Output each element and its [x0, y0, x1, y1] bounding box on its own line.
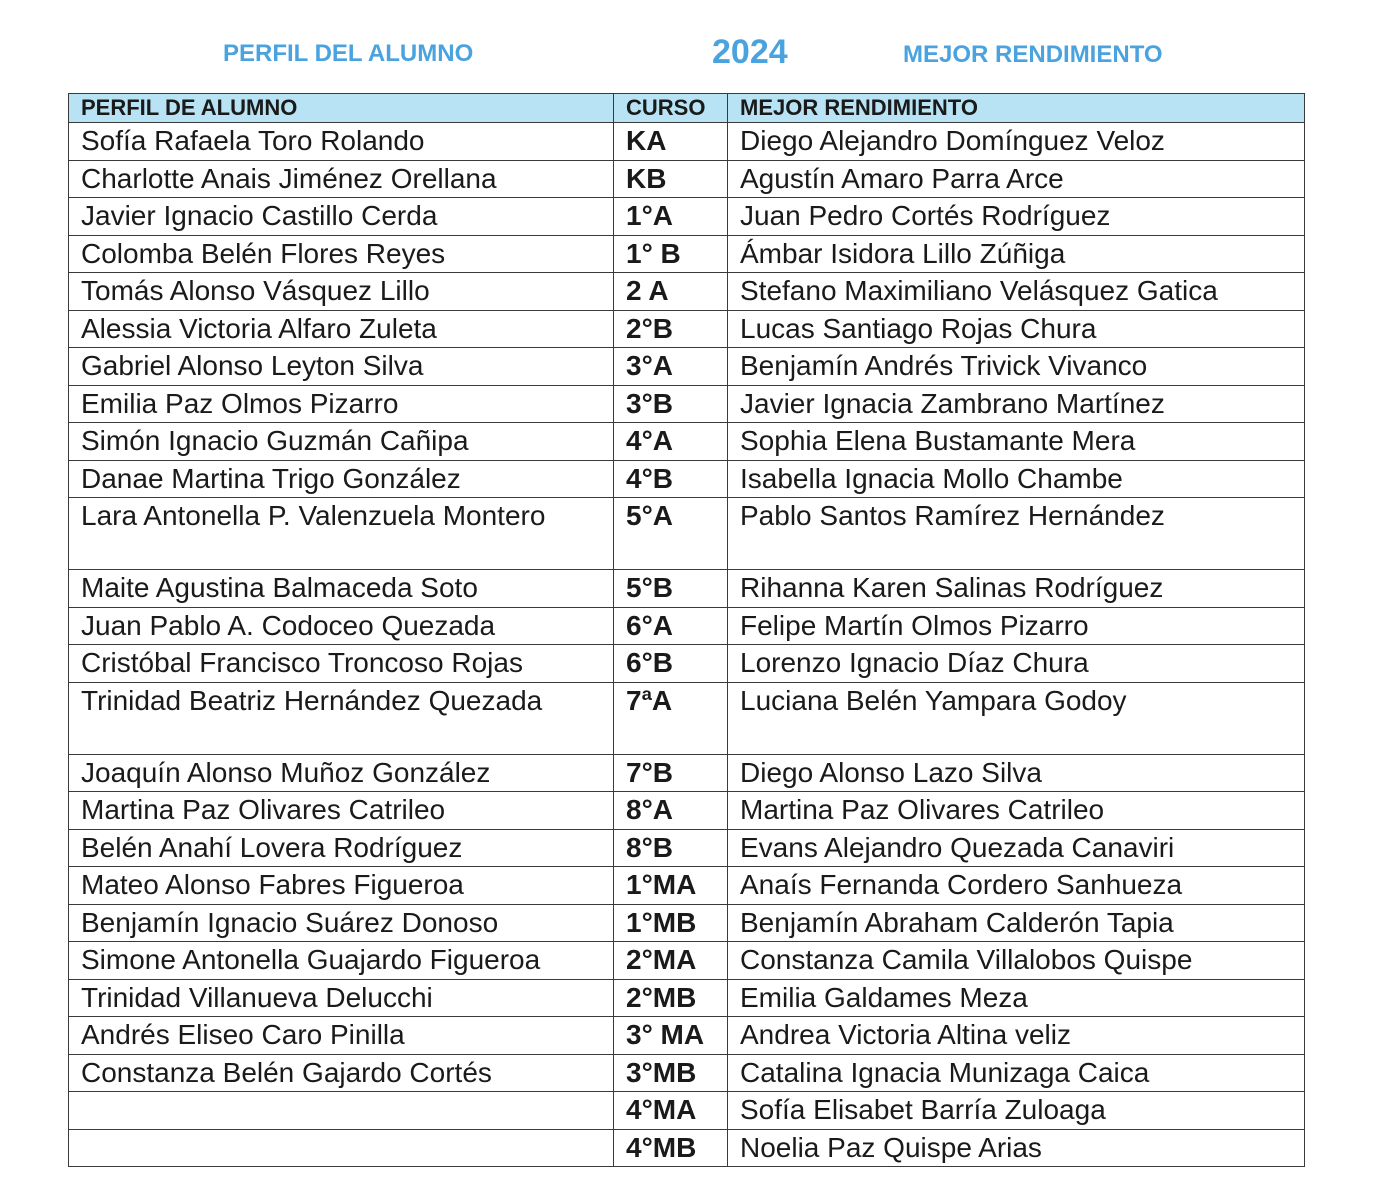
student-name-cell: Simone Antonella Guajardo Figueroa [69, 942, 614, 980]
best-performance-cell: Martina Paz Olivares Catrileo [728, 792, 1305, 830]
table-row [69, 1092, 1305, 1130]
best-performance-cell: Pablo Santos Ramírez Hernández [728, 498, 1305, 570]
best-performance-cell: Stefano Maximiliano Velásquez Gatica [728, 273, 1305, 311]
course-cell: 4°MB [614, 1129, 728, 1167]
best-performance-cell: Isabella Ignacia Mollo Chambe [728, 460, 1305, 498]
student-name-cell: Cristóbal Francisco Troncoso Rojas [69, 645, 614, 683]
course-cell: 4°A [614, 423, 728, 461]
student-name-cell: Andrés Eliseo Caro Pinilla [69, 1017, 614, 1055]
table-row [69, 607, 1305, 645]
student-name-cell: Trinidad Villanueva Delucchi [69, 979, 614, 1017]
course-cell: 4°MA [614, 1092, 728, 1130]
student-name-cell: Danae Martina Trigo González [69, 460, 614, 498]
best-performance-cell: Evans Alejandro Quezada Canaviri [728, 829, 1305, 867]
student-name-cell: Emilia Paz Olmos Pizarro [69, 385, 614, 423]
table-row [69, 1129, 1305, 1167]
student-name-cell: Charlotte Anais Jiménez Orellana [69, 160, 614, 198]
heading-perfil-del-alumno: PERFIL DEL ALUMNO [223, 40, 474, 67]
course-cell: 1°MB [614, 904, 728, 942]
course-cell: 5°B [614, 570, 728, 608]
best-performance-cell: Felipe Martín Olmos Pizarro [728, 607, 1305, 645]
student-name-cell: Simón Ignacio Guzmán Cañipa [69, 423, 614, 461]
best-performance-cell: Benjamín Andrés Trivick Vivanco [728, 348, 1305, 386]
table-row [69, 235, 1305, 273]
student-name-cell: Joaquín Alonso Muñoz González [69, 754, 614, 792]
table-row [69, 942, 1305, 980]
student-name-cell: Colomba Belén Flores Reyes [69, 235, 614, 273]
table-header-row [69, 94, 1305, 123]
course-cell: 3°B [614, 385, 728, 423]
table-row [69, 829, 1305, 867]
best-performance-cell: Catalina Ignacia Munizaga Caica [728, 1054, 1305, 1092]
best-performance-cell: Noelia Paz Quispe Arias [728, 1129, 1305, 1167]
student-name-cell: Gabriel Alonso Leyton Silva [69, 348, 614, 386]
student-name-cell: Tomás Alonso Vásquez Lillo [69, 273, 614, 311]
column-header-perfil: PERFIL DE ALUMNO [69, 94, 614, 123]
students-table [68, 93, 1305, 1167]
table-row [69, 1054, 1305, 1092]
table-row [69, 682, 1305, 754]
student-name-cell: Trinidad Beatriz Hernández Quezada [69, 682, 614, 754]
column-header-curso: CURSO [614, 94, 728, 123]
best-performance-cell: Benjamín Abraham Calderón Tapia [728, 904, 1305, 942]
course-cell: 3°A [614, 348, 728, 386]
table-row [69, 198, 1305, 236]
best-performance-cell: Javier Ignacia Zambrano Martínez [728, 385, 1305, 423]
course-cell: 6°A [614, 607, 728, 645]
table-row [69, 867, 1305, 905]
student-name-cell: Maite Agustina Balmaceda Soto [69, 570, 614, 608]
best-performance-cell: Rihanna Karen Salinas Rodríguez [728, 570, 1305, 608]
course-cell: 8°B [614, 829, 728, 867]
heading-year: 2024 [712, 33, 788, 71]
course-cell: 3° MA [614, 1017, 728, 1055]
student-name-cell: Belén Anahí Lovera Rodríguez [69, 829, 614, 867]
course-cell: 6°B [614, 645, 728, 683]
student-name-cell: Alessia Victoria Alfaro Zuleta [69, 310, 614, 348]
course-cell: 1°A [614, 198, 728, 236]
best-performance-cell: Sophia Elena Bustamante Mera [728, 423, 1305, 461]
best-performance-cell: Agustín Amaro Parra Arce [728, 160, 1305, 198]
table-row [69, 348, 1305, 386]
table-row [69, 904, 1305, 942]
table-body [69, 123, 1305, 1167]
table-row [69, 385, 1305, 423]
table-row [69, 792, 1305, 830]
best-performance-cell: Juan Pedro Cortés Rodríguez [728, 198, 1305, 236]
student-name-cell: Benjamín Ignacio Suárez Donoso [69, 904, 614, 942]
page-heading [0, 0, 1384, 90]
best-performance-cell: Constanza Camila Villalobos Quispe [728, 942, 1305, 980]
best-performance-cell: Lucas Santiago Rojas Chura [728, 310, 1305, 348]
best-performance-cell: Diego Alejandro Domínguez Veloz [728, 123, 1305, 161]
student-name-cell: Martina Paz Olivares Catrileo [69, 792, 614, 830]
best-performance-cell: Lorenzo Ignacio Díaz Chura [728, 645, 1305, 683]
student-name-cell [69, 1092, 614, 1130]
course-cell: 5°A [614, 498, 728, 570]
course-cell: KA [614, 123, 728, 161]
course-cell: 2 A [614, 273, 728, 311]
table-row [69, 310, 1305, 348]
best-performance-cell: Ámbar Isidora Lillo Zúñiga [728, 235, 1305, 273]
best-performance-cell: Diego Alonso Lazo Silva [728, 754, 1305, 792]
student-name-cell: Mateo Alonso Fabres Figueroa [69, 867, 614, 905]
table-row [69, 423, 1305, 461]
best-performance-cell: Anaís Fernanda Cordero Sanhueza [728, 867, 1305, 905]
best-performance-cell: Andrea Victoria Altina veliz [728, 1017, 1305, 1055]
course-cell: 1° B [614, 235, 728, 273]
student-name-cell: Juan Pablo A. Codoceo Quezada [69, 607, 614, 645]
table-row [69, 754, 1305, 792]
table-row [69, 570, 1305, 608]
course-cell: 2°MA [614, 942, 728, 980]
table-row [69, 979, 1305, 1017]
table-row [69, 498, 1305, 570]
course-cell: 7ªA [614, 682, 728, 754]
table-row [69, 123, 1305, 161]
course-cell: 3°MB [614, 1054, 728, 1092]
student-name-cell: Lara Antonella P. Valenzuela Montero [69, 498, 614, 570]
student-name-cell: Javier Ignacio Castillo Cerda [69, 198, 614, 236]
course-cell: 1°MA [614, 867, 728, 905]
table-row [69, 460, 1305, 498]
table-row [69, 1017, 1305, 1055]
best-performance-cell: Sofía Elisabet Barría Zuloaga [728, 1092, 1305, 1130]
course-cell: 2°B [614, 310, 728, 348]
heading-mejor-rendimiento: MEJOR RENDIMIENTO [903, 41, 1163, 68]
student-name-cell: Constanza Belén Gajardo Cortés [69, 1054, 614, 1092]
course-cell: 7°B [614, 754, 728, 792]
best-performance-cell: Emilia Galdames Meza [728, 979, 1305, 1017]
course-cell: 2°MB [614, 979, 728, 1017]
student-name-cell: Sofía Rafaela Toro Rolando [69, 123, 614, 161]
course-cell: 8°A [614, 792, 728, 830]
course-cell: 4°B [614, 460, 728, 498]
table-row [69, 273, 1305, 311]
column-header-rendimiento: MEJOR RENDIMIENTO [728, 94, 1305, 123]
student-name-cell [69, 1129, 614, 1167]
table-row [69, 160, 1305, 198]
course-cell: KB [614, 160, 728, 198]
best-performance-cell: Luciana Belén Yampara Godoy [728, 682, 1305, 754]
table-row [69, 645, 1305, 683]
